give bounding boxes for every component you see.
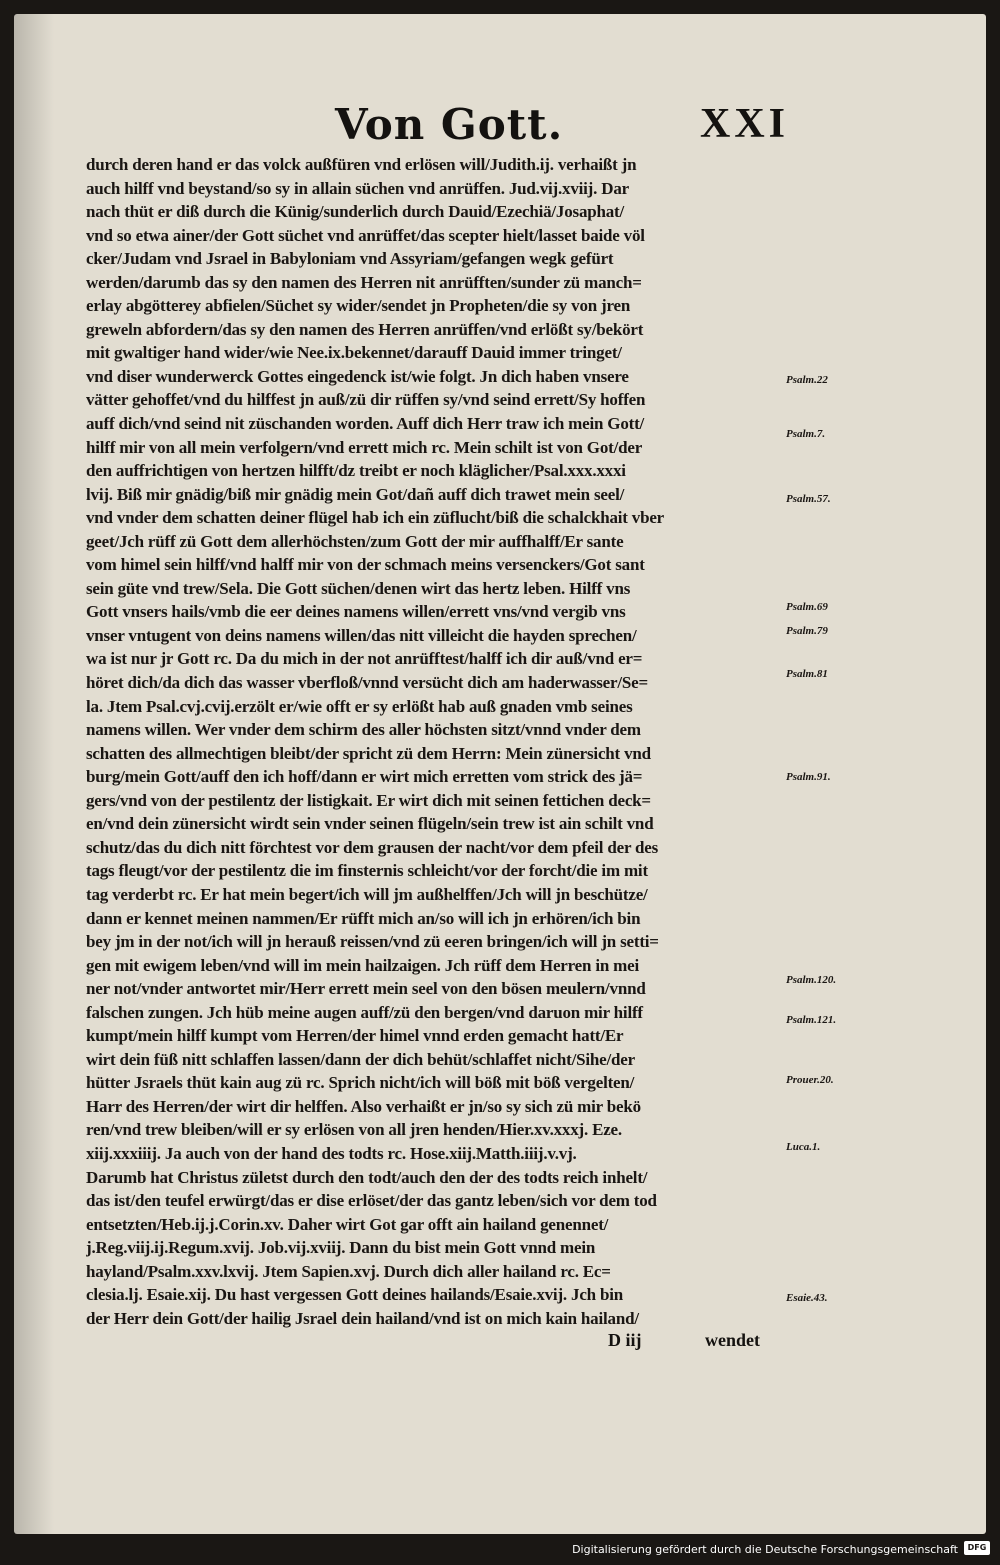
text-line: clesia.lj. Esaie.xij. Du hast vergessen Gott deines hailands/Esaie.xvij. Jch bin [86, 1285, 623, 1305]
text-line: der Herr dein Gott/der hailig Jsrael dein hailand/vnd ist on mich kain hailand/ [86, 1308, 639, 1328]
text-line: la. Jtem Psal.cvj.cvij.erzölt er/wie offt er sy erlößt hab auß gnaden vmb seines [86, 696, 633, 716]
text-line: vnd diser wunderwerck Gottes eingedenck ist/wie folgt. Jn dich haben vnsere [86, 366, 629, 386]
text-line: wa ist nur jr Gott rc. Da du mich in der not anrüfftest/halff ich dir auß/vnd er= [86, 649, 643, 669]
text-line: gers/vnd von der pestilentz der listigkait. Er wirt dich mit seinen fettichen deck= [86, 790, 651, 810]
text-line: dann er kennet meinen nammen/Er rüfft mich an/so will ich jn erhören/ich bin [86, 908, 641, 928]
text-line: höret dich/da dich das wasser vberfloß/vnnd versücht dich am haderwasser/Se= [86, 673, 648, 693]
text-line: vnd vnder dem schatten deiner flügel hab ich ein züflucht/biß die schalckhait vber [86, 508, 665, 528]
page-gutter-shadow [14, 14, 54, 1534]
signature-mark: D iij [608, 1330, 642, 1350]
text-line: schatten des allmechtigen bleibt/der spricht zü dem Herrn: Mein zünersicht vnd [86, 743, 651, 763]
text-line: mit gwaltiger hand wider/wie Nee.ix.bekennet/darauff Dauid immer tringet/ [86, 343, 622, 363]
text-line: durch deren hand er das volck außfüren vnd erlösen will/Judith.ij. verhaißt jn [86, 155, 637, 174]
text-line: xiij.xxxiiij. Ja auch von der hand des todts rc. Hose.xiij.Matth.iiij.v.vj. [86, 1143, 577, 1163]
text-line: das ist/den teufel erwürgt/das er dise erlöset/der das gantz leben/sich vor dem tod [86, 1191, 657, 1211]
text-line: geet/Jch rüff zü Gott dem allerhöchsten/zum Gott der mir auffhalff/Er sante [86, 531, 624, 551]
text-line: hütter Jsraels thüt kain aug zü rc. Sprich nicht/ich will böß mit böß vergelten/ [86, 1073, 635, 1093]
text-line: vnser vntugent von deins namens willen/das nitt villeicht die hayden sprechen/ [86, 625, 637, 645]
text-line: hayland/Psalm.xxv.lxvij. Jtem Sapien.xvj. Durch dich aller hailand rc. Ec= [86, 1261, 611, 1281]
text-line: Gott vnsers hails/vmb die eer deines namens willen/errett vns/vnd vergib vns [86, 602, 626, 622]
text-line: burg/mein Gott/auff den ich hoff/dann er wirt mich erretten vom strick des jä= [86, 767, 643, 787]
text-line: sein güte vnd trew/Sela. Die Gott süchen/denen wirt das hertz leben. Hilff vns [86, 578, 631, 598]
margin-note: Luca.1. [786, 1141, 821, 1153]
text-line: erlay abgötterey abfielen/Süchet sy wider/sendet jn Propheten/die sy von jren [86, 296, 631, 316]
text-line: namens willen. Wer vnder dem schirm des aller höchsten sitzt/vnnd vnder dem [86, 720, 641, 740]
text-line: vnd so etwa ainer/der Gott süchet vnd anrüffet/das scepter hielt/lasset baide völ [86, 225, 645, 245]
running-head-title: Von Gott. [335, 100, 564, 149]
text-line: kumpt/mein hilff kumpt vom Herren/der himel vnnd erden gemacht hatt/Er [86, 1026, 624, 1046]
text-line: auch hilff vnd beystand/so sy in allain süchen vnd anrüffen. Jud.vij.xviij. Dar [86, 178, 629, 198]
margin-note: Esaie.43. [786, 1292, 828, 1304]
text-line: werden/darumb das sy den namen des Herren nit anrüfften/sunder zü manch= [86, 272, 642, 292]
text-line: entsetzten/Heb.ij.j.Corin.xv. Daher wirt Got gar offt ain hailand genennet/ [86, 1214, 609, 1234]
margin-note: Psalm.69 [786, 601, 828, 613]
margin-note: Psalm.121. [786, 1014, 837, 1026]
text-line: auff dich/vnd seind nit züschanden worden. Auff dich Herr traw ich mein Gott/ [86, 414, 645, 434]
margin-note: Psalm.91. [786, 771, 831, 783]
text-line: vätter gehoffet/vnd du hilffest jn auß/zü dir rüffen sy/vnd seind errett/Sy hoffen [86, 390, 646, 410]
text-line: Darumb hat Christus zületst durch den todt/auch den der des todts reich inhelt/ [86, 1167, 648, 1187]
text-line: schutz/das du dich nitt förchtest vor dem grausen der nacht/vor dem pfeil der des [86, 837, 659, 857]
footer-credit: Digitalisierung gefördert durch die Deutsche Forschungsgemeinschaft [572, 1543, 958, 1556]
text-line: lvij. Biß mir gnädig/biß mir gnädig mein Got/dañ auff dich trawet mein seel/ [86, 484, 625, 504]
margin-note: Psalm.22 [786, 374, 828, 386]
text-line: wirt dein füß nitt schlaffen lassen/dann der dich behüt/schlaffet nicht/Sihe/der [86, 1049, 635, 1069]
text-line: den auffrichtigen von hertzen hilfft/dz treibt er noch kläglicher/Psal.xxx.xxxi [86, 461, 626, 481]
catchword: wendet [705, 1330, 760, 1350]
text-line: tags fleugt/vor der pestilentz die im finsternis schleicht/vor der forcht/die im mit [86, 861, 648, 881]
text-line: vom himel sein hilff/vnd halff mir von der schmach meins versenckers/Got sant [86, 555, 645, 575]
dfg-logo: DFG [964, 1541, 990, 1555]
body-text [86, 153, 792, 1330]
text-line: j.Reg.viij.ij.Regum.xvij. Job.vij.xviij. Dann du bist mein Gott vnnd mein [86, 1238, 596, 1258]
text-line: falschen zungen. Jch hüb meine augen auff/zü den bergen/vnd daruon mir hilff [86, 1002, 643, 1022]
margin-note: Psalm.81 [786, 668, 828, 680]
text-line: nach thüt er diß durch die Künig/sunderlich durch Dauid/Ezechiä/Josaphat/ [86, 202, 625, 222]
text-line: hilff mir von all mein verfolgern/vnd errett mich rc. Mein schilt ist von Got/der [86, 437, 643, 457]
margin-note: Psalm.7. [786, 428, 826, 440]
text-line: bey jm in der not/ich will jn herauß reissen/vnd zü eeren bringen/ich will jn setti= [86, 932, 659, 952]
text-line: cker/Judam vnd Jsrael in Babyloniam vnd Assyriam/gefangen wegk gefürt [86, 249, 614, 269]
text-line: ner not/vnder antwortet mir/Herr errett mein seel von den bösen meulern/vnnd [86, 979, 646, 999]
text-line: tag verderbt rc. Er hat mein begert/ich will jm außhelffen/Jch will jn beschütze/ [86, 884, 648, 904]
text-line: greweln abfordern/das sy den namen des Herren anrüffen/vnd erlößt sy/bekört [86, 319, 644, 339]
text-line: en/vnd dein zünersicht wirdt sein vnder seinen flügeln/sein trew ist ain schilt vnd [86, 814, 654, 834]
text-line: Harr des Herren/der wirt dir helffen. Also verhaißt er jn/so sy sich zü mir bekö [86, 1096, 641, 1116]
text-line: gen mit ewigem leben/vnd will im mein hailzaigen. Jch rüff dem Herren in mei [86, 955, 639, 975]
text-line: ren/vnd trew bleiben/will er sy erlösen von all jren henden/Hier.xv.xxxj. Eze. [86, 1120, 622, 1140]
folio-number: XXI [700, 101, 790, 147]
margin-note: Psalm.79 [786, 625, 828, 637]
margin-note: Psalm.120. [786, 974, 837, 986]
margin-note: Prouer.20. [786, 1074, 834, 1086]
margin-note: Psalm.57. [786, 493, 831, 505]
